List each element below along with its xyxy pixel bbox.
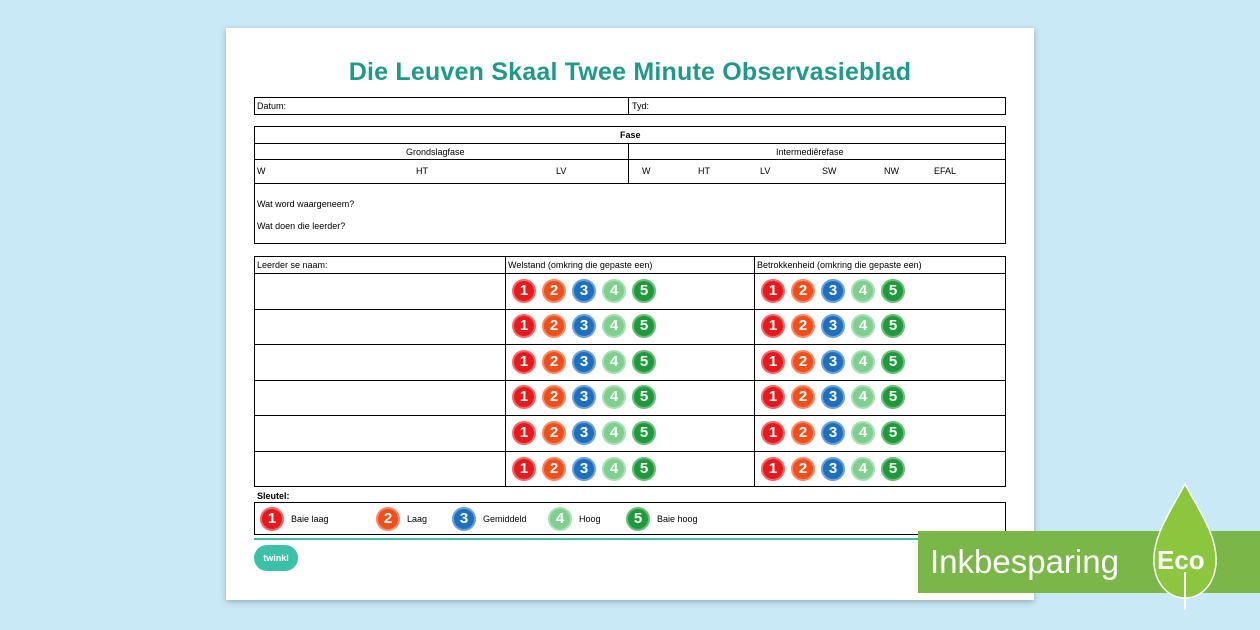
- wellbeing-level-1-circle[interactable]: 1: [512, 279, 536, 303]
- wellbeing-level-3-circle[interactable]: 3: [572, 350, 596, 374]
- involvement-level-5-circle[interactable]: 5: [881, 385, 905, 409]
- involvement-level-3-circle[interactable]: 3: [821, 350, 845, 374]
- involvement-level-3-circle[interactable]: 3: [821, 385, 845, 409]
- key-title: Sleutel:: [257, 491, 290, 501]
- subject-nw: NW: [884, 166, 899, 176]
- wellbeing-level-5-circle[interactable]: 5: [632, 421, 656, 445]
- divider: [628, 97, 629, 115]
- involvement-level-4-circle[interactable]: 4: [851, 279, 875, 303]
- wellbeing-level-4-circle[interactable]: 4: [602, 421, 626, 445]
- row-divider: [254, 380, 1006, 381]
- divider: [254, 159, 1006, 160]
- involvement-level-2-circle[interactable]: 2: [791, 457, 815, 481]
- time-label: Tyd:: [632, 101, 650, 111]
- key-level-2-circle: 2: [376, 507, 400, 531]
- wellbeing-level-1-circle[interactable]: 1: [512, 385, 536, 409]
- involvement-level-5-circle[interactable]: 5: [881, 314, 905, 338]
- wellbeing-header: Welstand (omkring die gepaste een): [508, 260, 653, 270]
- divider: [254, 273, 1006, 274]
- wellbeing-level-4-circle[interactable]: 4: [602, 457, 626, 481]
- involvement-level-2-circle[interactable]: 2: [791, 421, 815, 445]
- date-time-box: [254, 97, 1006, 115]
- wellbeing-level-4-circle[interactable]: 4: [602, 279, 626, 303]
- wellbeing-level-2-circle[interactable]: 2: [542, 279, 566, 303]
- involvement-level-1-circle[interactable]: 1: [761, 421, 785, 445]
- wellbeing-level-3-circle[interactable]: 3: [572, 314, 596, 338]
- subject-lv: LV: [556, 166, 567, 176]
- question-observed: Wat word waargeneem?: [257, 199, 355, 209]
- involvement-header: Betrokkenheid (omkring die gepaste een): [757, 260, 922, 270]
- key-level-1-circle: 1: [260, 507, 284, 531]
- key-level-3-label: Gemiddeld: [483, 514, 527, 524]
- wellbeing-level-2-circle[interactable]: 2: [542, 350, 566, 374]
- involvement-level-3-circle[interactable]: 3: [821, 279, 845, 303]
- worksheet-page: [226, 28, 1034, 600]
- wellbeing-level-3-circle[interactable]: 3: [572, 457, 596, 481]
- divider: [628, 143, 629, 183]
- wellbeing-level-5-circle[interactable]: 5: [632, 457, 656, 481]
- involvement-level-2-circle[interactable]: 2: [791, 279, 815, 303]
- involvement-level-3-circle[interactable]: 3: [821, 421, 845, 445]
- eco-badge: Eco: [1157, 545, 1205, 575]
- involvement-level-5-circle[interactable]: 5: [881, 279, 905, 303]
- subject-ht: HT: [698, 166, 710, 176]
- key-level-3-circle: 3: [452, 507, 476, 531]
- involvement-level-5-circle[interactable]: 5: [881, 350, 905, 374]
- row-divider: [254, 309, 1006, 310]
- divider: [254, 143, 1006, 144]
- row-divider: [254, 415, 1006, 416]
- page-title: Die Leuven Skaal Twee Minute Observasieblad: [348, 58, 912, 86]
- involvement-level-1-circle[interactable]: 1: [761, 457, 785, 481]
- wellbeing-level-3-circle[interactable]: 3: [572, 421, 596, 445]
- wellbeing-level-5-circle[interactable]: 5: [632, 350, 656, 374]
- involvement-level-4-circle[interactable]: 4: [851, 457, 875, 481]
- wellbeing-level-3-circle[interactable]: 3: [572, 385, 596, 409]
- question-learner: Wat doen die leerder?: [257, 221, 346, 231]
- subject-w: W: [642, 166, 651, 176]
- wellbeing-level-1-circle[interactable]: 1: [512, 350, 536, 374]
- involvement-level-5-circle[interactable]: 5: [881, 457, 905, 481]
- subject-lv: LV: [760, 166, 771, 176]
- involvement-level-4-circle[interactable]: 4: [851, 421, 875, 445]
- subject-ht: HT: [416, 166, 428, 176]
- wellbeing-level-2-circle[interactable]: 2: [542, 385, 566, 409]
- footer-line: [254, 538, 1006, 540]
- key-level-1-label: Baie laag: [291, 514, 329, 524]
- involvement-level-2-circle[interactable]: 2: [791, 385, 815, 409]
- wellbeing-level-2-circle[interactable]: 2: [542, 421, 566, 445]
- twinkl-logo: twinkl: [254, 545, 298, 571]
- intermediate-phase-label: Intermediêrefase: [776, 147, 844, 157]
- involvement-level-3-circle[interactable]: 3: [821, 314, 845, 338]
- involvement-level-4-circle[interactable]: 4: [851, 385, 875, 409]
- key-level-4-circle: 4: [548, 507, 572, 531]
- involvement-level-2-circle[interactable]: 2: [791, 314, 815, 338]
- learner-name-header: Leerder se naam:: [257, 260, 328, 270]
- involvement-level-1-circle[interactable]: 1: [761, 385, 785, 409]
- divider: [254, 183, 1006, 184]
- key-level-2-label: Laag: [407, 514, 428, 524]
- key-level-5-label: Baie hoog: [657, 514, 698, 524]
- involvement-level-2-circle[interactable]: 2: [791, 350, 815, 374]
- wellbeing-level-2-circle[interactable]: 2: [542, 457, 566, 481]
- involvement-level-3-circle[interactable]: 3: [821, 457, 845, 481]
- subject-w: W: [257, 166, 266, 176]
- wellbeing-level-1-circle[interactable]: 1: [512, 421, 536, 445]
- subject-efal: EFAL: [934, 166, 957, 176]
- wellbeing-level-4-circle[interactable]: 4: [602, 314, 626, 338]
- wellbeing-level-5-circle[interactable]: 5: [632, 279, 656, 303]
- key-level-5-circle: 5: [626, 507, 650, 531]
- ink-saving-label: Inkbesparing: [930, 543, 1119, 580]
- phase-header: Fase: [620, 130, 641, 140]
- involvement-level-1-circle[interactable]: 1: [761, 279, 785, 303]
- row-divider: [254, 451, 1006, 452]
- involvement-level-4-circle[interactable]: 4: [851, 350, 875, 374]
- involvement-level-4-circle[interactable]: 4: [851, 314, 875, 338]
- row-divider: [254, 344, 1006, 345]
- involvement-level-1-circle[interactable]: 1: [761, 350, 785, 374]
- date-label: Datum:: [257, 101, 287, 111]
- wellbeing-level-4-circle[interactable]: 4: [602, 385, 626, 409]
- foundation-phase-label: Grondslagfase: [406, 147, 465, 157]
- divider: [754, 256, 755, 487]
- wellbeing-level-1-circle[interactable]: 1: [512, 457, 536, 481]
- divider: [505, 256, 506, 487]
- key-level-4-label: Hoog: [579, 514, 601, 524]
- involvement-level-5-circle[interactable]: 5: [881, 421, 905, 445]
- wellbeing-level-5-circle[interactable]: 5: [632, 385, 656, 409]
- wellbeing-level-3-circle[interactable]: 3: [572, 279, 596, 303]
- subject-sw: SW: [822, 166, 837, 176]
- involvement-level-1-circle[interactable]: 1: [761, 314, 785, 338]
- wellbeing-level-1-circle[interactable]: 1: [512, 314, 536, 338]
- wellbeing-level-4-circle[interactable]: 4: [602, 350, 626, 374]
- wellbeing-level-5-circle[interactable]: 5: [632, 314, 656, 338]
- wellbeing-level-2-circle[interactable]: 2: [542, 314, 566, 338]
